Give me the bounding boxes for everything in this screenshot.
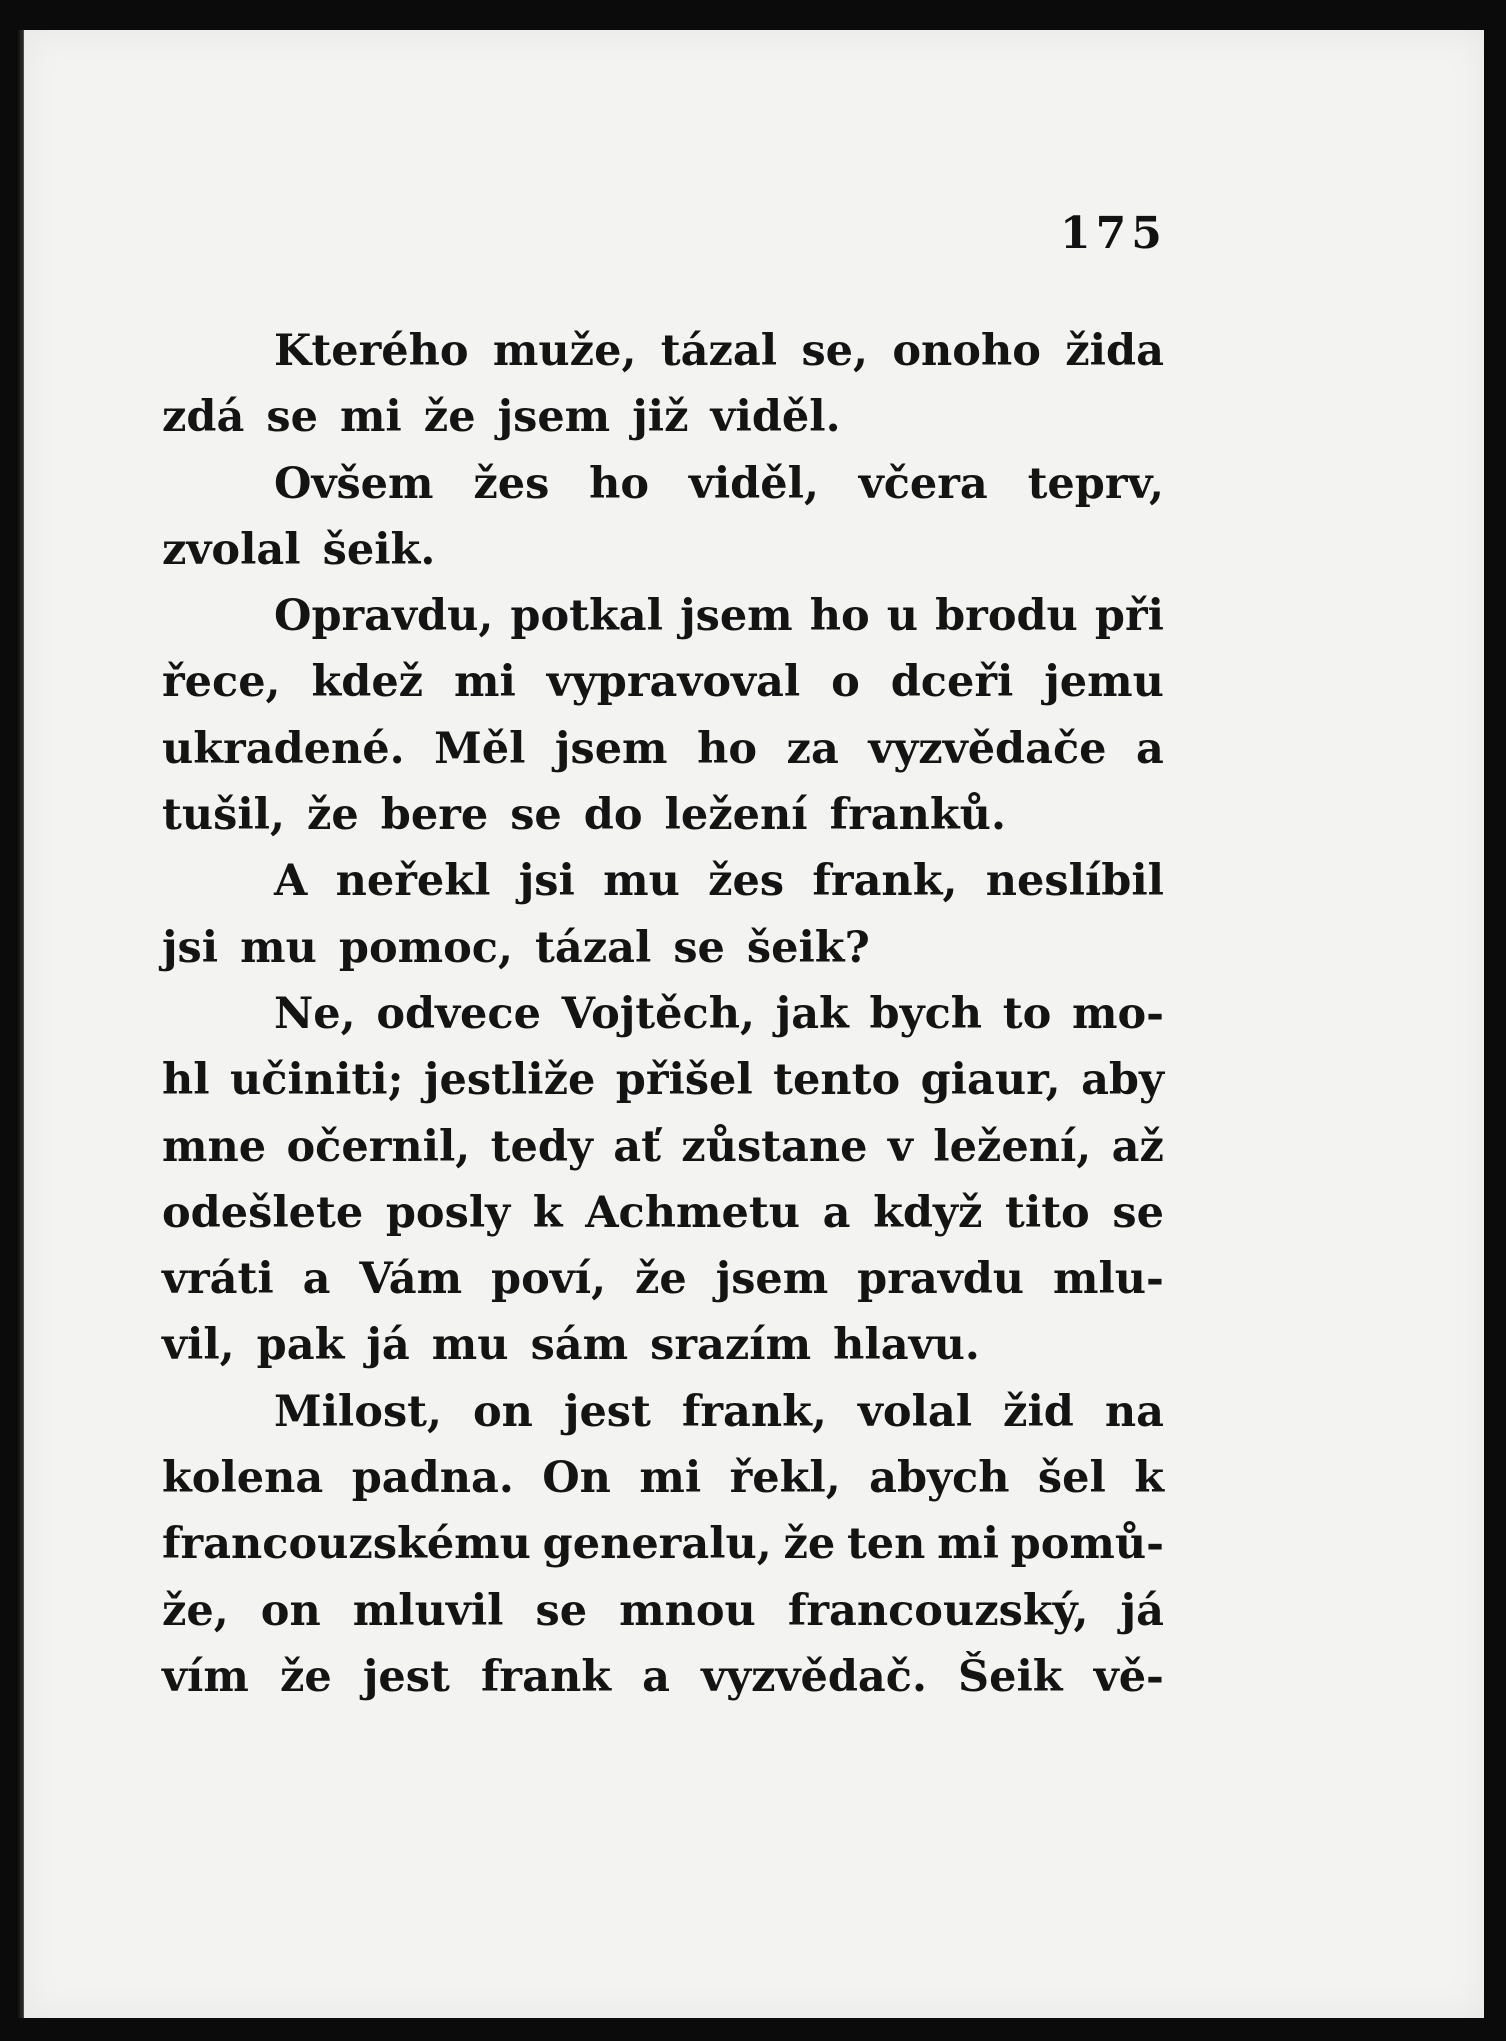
word: dceři: [890, 657, 1014, 708]
word: že: [423, 392, 476, 443]
word: frank: [480, 1651, 612, 1702]
word: mnou: [619, 1585, 756, 1636]
word: tázal: [534, 922, 652, 973]
word: jsem: [554, 723, 668, 774]
word: přišel: [615, 1055, 753, 1106]
word: odešlete: [162, 1187, 364, 1238]
word: ukradené.: [162, 723, 405, 774]
word: o: [831, 657, 860, 708]
word: Šeik: [958, 1651, 1063, 1702]
text-line: [162, 716, 1164, 782]
word: mi: [639, 1453, 702, 1504]
word: již: [632, 392, 689, 443]
word: A: [274, 856, 308, 907]
word: mu: [240, 922, 317, 973]
word: jest: [362, 1651, 450, 1702]
word: ležení: [664, 790, 808, 841]
word: aby: [1081, 1055, 1164, 1106]
word: kolena: [162, 1453, 324, 1504]
word: frank,: [812, 856, 958, 907]
word: zůstane: [681, 1121, 868, 1172]
word: ať: [613, 1121, 661, 1172]
word: zdá: [162, 392, 245, 443]
word: žid: [1003, 1386, 1074, 1437]
word: ležení,: [933, 1121, 1092, 1172]
word: pravdu: [857, 1254, 1025, 1305]
word: ho: [697, 723, 758, 774]
word: mo-: [1071, 988, 1164, 1039]
word: bere: [380, 790, 489, 841]
word: žes: [708, 856, 785, 907]
word: žida: [1065, 326, 1164, 376]
word: potkal: [510, 591, 663, 642]
word: mu: [603, 856, 680, 907]
word: francouzský,: [787, 1585, 1089, 1636]
word: jsi: [162, 922, 219, 973]
word: pomoc,: [338, 922, 513, 973]
word: pak: [256, 1320, 345, 1371]
word: jsi: [518, 856, 575, 907]
text-line: [162, 1578, 1164, 1644]
word: za: [786, 723, 839, 774]
word: vráti: [162, 1254, 274, 1305]
text-line: [162, 384, 1164, 450]
word: vyzvědač.: [701, 1651, 927, 1702]
word: jestliže: [423, 1055, 596, 1106]
word: tito: [1005, 1187, 1090, 1238]
page-number: 175: [1060, 208, 1167, 259]
word: se: [1112, 1187, 1164, 1238]
word: až: [1111, 1121, 1164, 1172]
word: teprv,: [1027, 458, 1164, 509]
text-line: [162, 517, 1164, 583]
word: brodu: [935, 591, 1078, 642]
word: vím: [162, 1651, 249, 1702]
word: že: [783, 1519, 836, 1570]
word: ten: [846, 1519, 926, 1570]
word: mi: [937, 1519, 999, 1570]
text-line: [162, 981, 1164, 1047]
word: hl: [162, 1055, 210, 1106]
text-line: [162, 318, 1164, 384]
word: onoho: [892, 326, 1041, 376]
word: do: [583, 790, 643, 841]
word: jemu: [1044, 657, 1164, 708]
word: kdež: [311, 657, 424, 708]
word: já: [1120, 1585, 1164, 1636]
word: Achmetu: [585, 1187, 800, 1238]
word: řekl,: [729, 1453, 841, 1504]
word: pomů-: [1010, 1519, 1164, 1570]
word: to: [1002, 988, 1052, 1039]
word: řece,: [162, 657, 281, 708]
word: mi: [339, 392, 402, 443]
word: poví,: [491, 1254, 607, 1305]
word: k: [532, 1187, 563, 1238]
word: vě-: [1093, 1651, 1164, 1702]
word: šeik.: [322, 524, 436, 575]
word: mu: [431, 1320, 509, 1371]
word: šeik?: [746, 922, 870, 973]
word: giaur,: [920, 1055, 1061, 1106]
word: mne: [162, 1121, 267, 1172]
word: Vám: [359, 1254, 463, 1305]
text-line: [162, 1246, 1164, 1312]
word: vil,: [162, 1320, 235, 1371]
text-line: [162, 1644, 1164, 1710]
text-line: [162, 1445, 1164, 1511]
word: jak: [775, 988, 849, 1039]
word: on: [260, 1585, 321, 1636]
word: jsem: [497, 392, 611, 443]
word: očernil,: [286, 1121, 471, 1172]
word: šel: [1037, 1453, 1106, 1504]
word: a: [1136, 723, 1164, 774]
word: tušil,: [162, 790, 285, 841]
word: frank,: [681, 1386, 827, 1437]
word: se: [266, 392, 318, 443]
word: mi: [454, 657, 516, 708]
word: se: [673, 922, 725, 973]
text-line: [162, 1047, 1164, 1113]
word: viděl,: [688, 458, 819, 509]
word: neřekl: [335, 856, 491, 907]
word: jsem: [680, 591, 793, 642]
word: abych: [869, 1453, 1010, 1504]
word: srazím: [650, 1320, 812, 1371]
word: při: [1094, 591, 1164, 642]
word: jest: [563, 1386, 651, 1437]
word: zvolal: [162, 524, 301, 575]
word: mluvil: [352, 1585, 504, 1636]
word: v: [887, 1121, 913, 1172]
text-line: [162, 1379, 1164, 1445]
word: mlu-: [1052, 1254, 1164, 1305]
word: ho: [589, 458, 650, 509]
word: ho: [809, 591, 870, 642]
body-text: [162, 318, 1164, 1710]
word: viděl.: [710, 392, 841, 443]
text-line: [162, 1511, 1164, 1577]
word: tento: [773, 1055, 901, 1106]
word: se: [535, 1585, 588, 1636]
word: učiniti;: [230, 1055, 404, 1106]
word: jsem: [715, 1254, 829, 1305]
word: Měl: [434, 723, 526, 774]
word: když: [873, 1187, 983, 1238]
word: já: [366, 1320, 410, 1371]
word: se: [510, 790, 562, 841]
text-line: [162, 649, 1164, 715]
text-line: [162, 1312, 1164, 1378]
text-line: [162, 848, 1164, 914]
book-page: [24, 30, 1484, 2018]
word: se,: [801, 326, 868, 376]
word: Vojtěch,: [561, 988, 755, 1039]
word: že: [634, 1254, 687, 1305]
word: že,: [162, 1585, 229, 1636]
word: bych: [869, 988, 983, 1039]
text-line: [162, 583, 1164, 649]
word: vyzvědače: [868, 723, 1107, 774]
word: žes: [473, 458, 550, 509]
word: na: [1104, 1386, 1164, 1437]
word: u: [886, 591, 919, 642]
text-line: [162, 782, 1164, 848]
word: vypravoval: [546, 657, 801, 708]
text-line: [162, 1114, 1164, 1180]
word: že: [279, 1651, 332, 1702]
text-line: [162, 915, 1164, 981]
word: neslíbil: [985, 856, 1164, 907]
word: sám: [530, 1320, 629, 1371]
word: k: [1134, 1453, 1164, 1504]
word: franků.: [829, 790, 1006, 841]
word: včera: [858, 458, 988, 509]
text-line: [162, 1180, 1164, 1246]
word: posly: [385, 1187, 511, 1238]
word: padna.: [351, 1453, 514, 1504]
word: že: [306, 790, 359, 841]
word: Opravdu,: [274, 591, 494, 642]
text-line: [162, 451, 1164, 517]
word: Milost,: [274, 1386, 442, 1437]
word: odvece: [376, 988, 541, 1039]
word: muže,: [492, 326, 637, 376]
word: Ovšem: [274, 458, 434, 509]
word: tázal: [660, 326, 778, 376]
word: Ne,: [274, 988, 356, 1039]
word: volal: [857, 1386, 973, 1437]
word: on: [472, 1386, 533, 1437]
word: a: [822, 1187, 851, 1238]
word: On: [542, 1453, 611, 1504]
word: francouzskému: [162, 1519, 531, 1570]
word: a: [642, 1651, 670, 1702]
word: hlavu.: [833, 1320, 980, 1371]
word: Kterého: [274, 326, 469, 376]
word: generalu,: [542, 1519, 772, 1570]
word: tedy: [490, 1121, 593, 1172]
word: a: [302, 1254, 331, 1305]
